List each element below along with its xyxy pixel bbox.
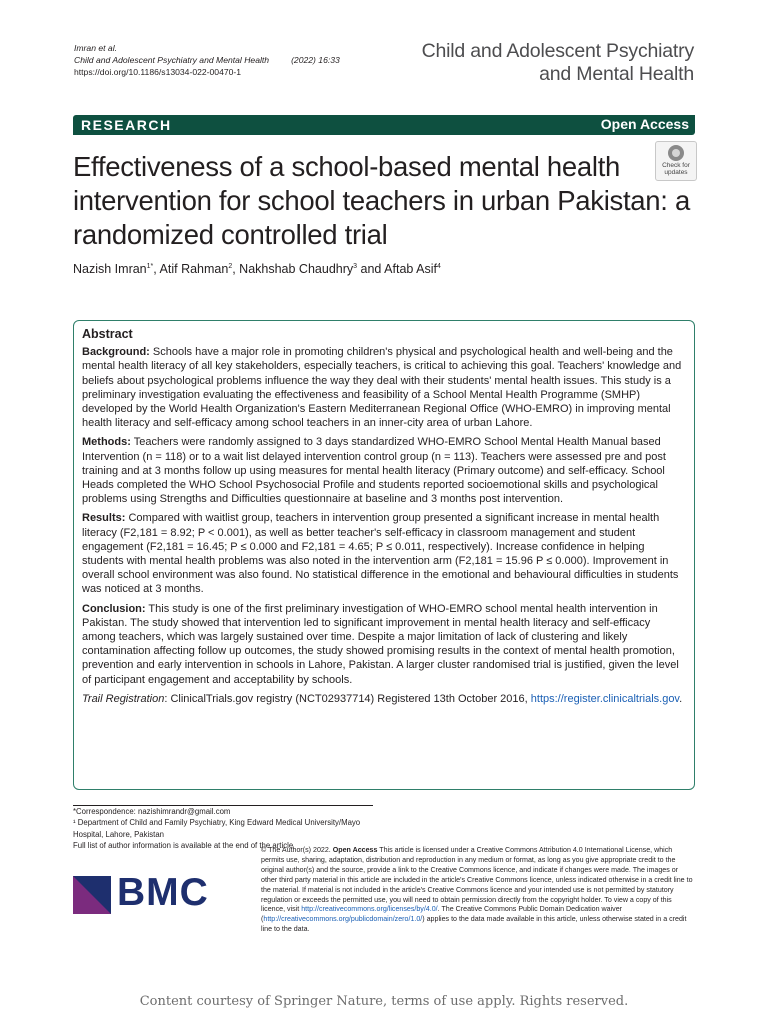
check-for-updates-button[interactable]: Check for updates bbox=[655, 141, 697, 181]
bmc-logo: BMC bbox=[73, 873, 213, 913]
journal-short: Child and Adolescent Psychiatry and Mental Health bbox=[74, 55, 270, 65]
year-volume: (2022) 16:33 bbox=[291, 55, 340, 65]
public-domain-link[interactable]: http://creativecommons.org/publicdomain/zero/1.0/ bbox=[263, 915, 423, 924]
abstract-methods: Methods: Teachers were randomly assigned to 3 days standardized WHO-EMRO School Mental Health Manual based Intervention (n = 118) or to a wait list delayed intervention control group (n = 113). Teachers were assessed pre and post training and at 3 months follow up using measures for mental health literacy (Primary outcome) and self-efficacy. School Heads completed the WHO School Psychosocial Profile and students reported socioemotional skills and psychological problems using Strengths and Difficulties questionnaire at baseline and 3 months post intervention. bbox=[82, 436, 666, 506]
section-bar bbox=[73, 115, 695, 135]
authors-short: Imran et al. bbox=[74, 43, 117, 53]
journal-name: Child and Adolescent Psychiatry and Mental Health bbox=[421, 40, 694, 85]
footnotes bbox=[73, 806, 373, 851]
section-label: RESEARCH bbox=[81, 117, 172, 133]
abstract-conclusion: Conclusion: This study is one of the first preliminary investigation of WHO-EMRO school mental health intervention in Pakistan. The study showed that intervention led to significant improvement in mental health literacy and self-efficacy among teachers, which was largely sustained over time. Despite a major limitation of lack of clustering and likely contamination affecting follow up outcomes, the study showed promising results in the context of mental health promotion, prevention and early intervention in schools in Lahore, Pakistan. A larger cluster randomised trial is justified, given the level of participant engagement and acceptability by schools. bbox=[82, 602, 679, 686]
abstract-trial-registration: Trail Registration: ClinicalTrials.gov registry (NCT02937714) Registered 13th October 2016, https://register.clinicaltrials.gov. bbox=[82, 692, 683, 705]
author[interactable]: Aftab Asif$^4$ bbox=[384, 262, 441, 276]
author-list: Nazish Imran$^{1*}$, Atif Rahman$^2$, Nakhshab Chaudhry$^3$ and Aftab Asif$^4$ bbox=[73, 262, 441, 276]
doi-link[interactable]: https://doi.org/10.1186/s13034-022-00470-1 bbox=[74, 67, 242, 77]
courtesy-watermark: Content courtesy of Springer Nature, terms of use apply. Rights reserved. bbox=[139, 994, 629, 1009]
trial-registry-link[interactable]: https://register.clinicaltrials.gov bbox=[530, 692, 680, 705]
abstract-results: Results: Compared with waitlist group, teachers in intervention group presented a significant increase in mental health literacy (F2,181 = 8.92; P < 0.001), as well as better teacher's self-efficacy in classroom management and student engagement (F2,181 = 16.45; P ≤ 0.000 and F2,181 = 4.65; P ≤ 0.011, respectively). Increase confidence in helping students with mental health problems was also noted in the intervention arm (F2,181 = 15.96 P ≤ 0.000). Improvement in overall school environment was also found. No statistical difference in the emotional and behavioural difficulties in students was noticed at 3 months. bbox=[82, 512, 679, 596]
correspondence[interactable]: *Correspondence: nazishimrandr@gmail.com bbox=[73, 807, 231, 816]
open-access-badge: Open Access bbox=[600, 116, 689, 132]
abstract-heading: Abstract bbox=[82, 327, 133, 341]
update-icon bbox=[668, 145, 684, 161]
abstract-background: Background: Schools have a major role in promoting children's physical and psychological health and well-being and the mental health literacy of all key stakeholders, especially teachers, is critical to achieving this goal. Teachers' knowledge and beliefs about psychological problems influence the way they deal with their students' mental health issues. This study is a preliminary investigation evaluating the effectiveness and feasibility of a School Mental Health Programme (SMHP) developed by the World Health Organization's Eastern Mediterranean Regional Office (WHO-EMRO) in improving mental health literacy and self-efficacy among school teachers in an inner-city area of urban Lahore. bbox=[82, 346, 682, 430]
author[interactable]: Nakhshab Chaudhry$^3$ bbox=[239, 262, 358, 276]
author[interactable]: Nazish Imran$^{1*}$ bbox=[73, 262, 154, 276]
abstract-box bbox=[73, 320, 695, 790]
license-link[interactable]: http://creativecommons.org/licenses/by/4.0/ bbox=[301, 905, 438, 914]
author[interactable]: Atif Rahman$^2$ bbox=[159, 262, 233, 276]
license-text: © The Author(s) 2022. Open Access This article is licensed under a Creative Commons Attribution 4.0 International License, which permits use, sharing, adaptation, distribution and reproduction in any medium or format, as long as you give appropriate credit to the original author(s) and the source, provide a link to the Creative Commons licence, and indicate if changes were made. The images or other third party material in this article are included in the article's Creative Commons licence, unless indicated otherwise in a credit line to the material. If material is not included in the article's Creative Commons licence and your intended use is not permitted by statutory regulation or exceeds the permitted use, you will need to obtain permission directly from the copyright holder. To view a copy of this licence, visit http://creativecommons.org/licenses/by/4.0/. The Creative Commons Public Domain Dedication waiver (http://creativecommons.org/publicdomain/zero/1.0/) applies to the data made available in this article, unless otherwise stated in a credit line to the data. bbox=[261, 846, 693, 934]
article-title: Effectiveness of a school-based mental health intervention for school teachers in urban Pakistan: a randomized controlled trial bbox=[73, 151, 690, 250]
affiliation: ¹ Department of Child and Family Psychiatry, King Edward Medical University/Mayo Hospital, Lahore, Pakistan bbox=[73, 818, 361, 839]
author-info-note: Full list of author information is available at the end of the article bbox=[73, 840, 294, 850]
article-meta bbox=[74, 42, 340, 78]
